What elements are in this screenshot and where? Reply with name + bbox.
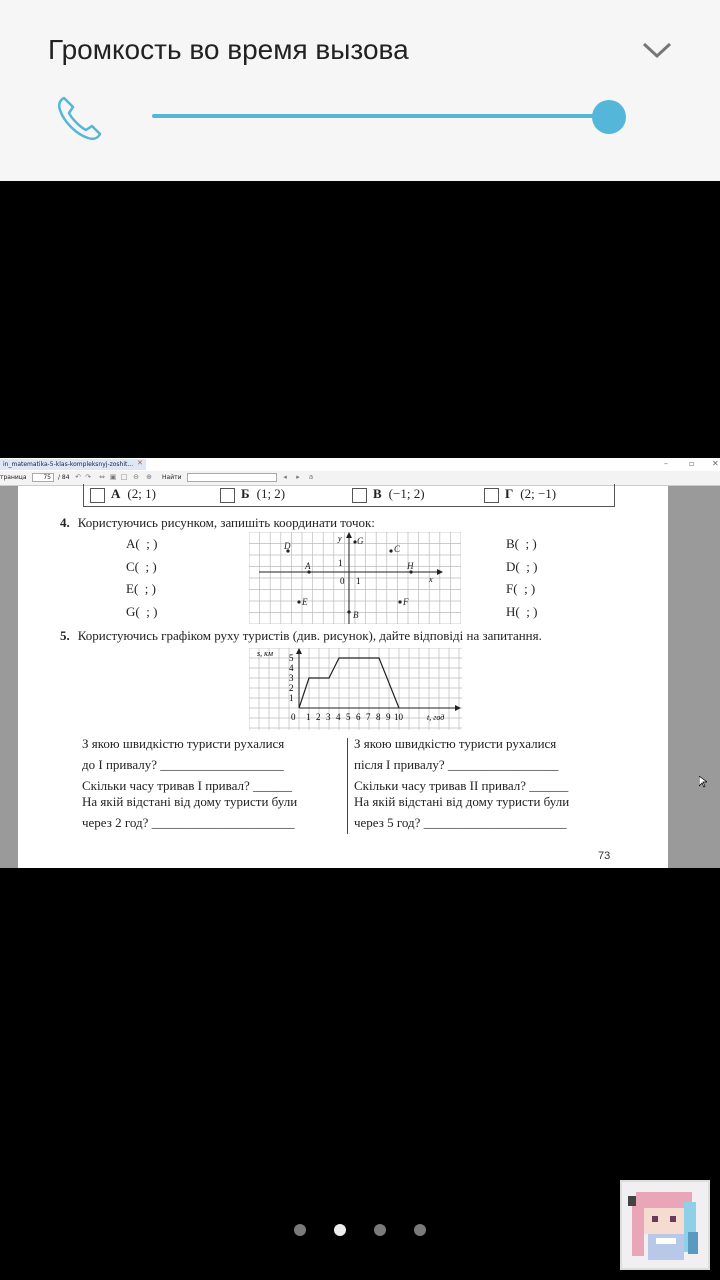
call-volume-panel xyxy=(0,0,720,181)
answer-option-a[interactable]: А (2; 1) xyxy=(90,484,156,504)
questions-divider xyxy=(347,738,348,834)
s-tick-label: 4 xyxy=(289,663,294,673)
question-right-5: через 5 год? ______________________ xyxy=(354,815,567,830)
pdf-viewer xyxy=(0,458,720,868)
close-window-icon[interactable]: ✕ xyxy=(712,459,719,468)
question-left-2: до І привалу? ___________________ xyxy=(82,757,284,772)
volume-slider-thumb[interactable] xyxy=(592,100,626,134)
point-g-answer: G( ; ) xyxy=(126,604,158,619)
page-label: траница xyxy=(0,474,27,481)
point-b xyxy=(347,610,350,613)
point-e-answer: E( ; ) xyxy=(126,581,156,596)
t-tick-label: 9 xyxy=(386,712,391,722)
question-left-5: через 2 год? ______________________ xyxy=(82,815,295,830)
pager-dot-4[interactable] xyxy=(414,1224,426,1236)
find-options-icon[interactable]: a xyxy=(308,473,314,481)
pager-dot-3[interactable] xyxy=(374,1224,386,1236)
question-right-3: Скільки часу тривав ІІ привал? ______ xyxy=(354,778,569,793)
find-input[interactable] xyxy=(187,473,277,482)
minimize-icon[interactable]: – xyxy=(664,459,668,468)
fit-page-icon[interactable]: ▣ xyxy=(109,473,117,481)
question-left-4: На якій відстані від дому туристи були xyxy=(82,794,298,809)
pager-dot-1[interactable] xyxy=(294,1224,306,1236)
undo-icon[interactable]: ↶ xyxy=(75,473,81,481)
coordinate-grid xyxy=(249,532,461,624)
document-tab[interactable]: in_matematika-5-klas-kompleksnyj-zoshit... xyxy=(0,459,146,470)
panel-title: Громкость во время вызова xyxy=(48,34,409,65)
t-tick-label: 4 xyxy=(336,712,341,722)
s-tick-label: 1 xyxy=(289,693,294,703)
task-4-heading: 4. Користуючись рисунком, запишіть координати точок: xyxy=(60,515,375,530)
actual-size-icon[interactable]: □ xyxy=(120,473,128,481)
t-tick-label: 3 xyxy=(326,712,331,722)
question-right-2: після І привалу? _________________ xyxy=(354,757,559,772)
page-margin-left xyxy=(0,486,18,868)
floating-avatar-thumbnail[interactable] xyxy=(620,1180,710,1270)
tourist-motion-graph xyxy=(249,648,462,730)
question-left-1: З якою швидкістю туристи рухалися xyxy=(82,736,285,751)
page-margin-right xyxy=(668,486,720,868)
t-tick-label: 8 xyxy=(376,712,381,722)
s-axis-ticks xyxy=(289,653,294,703)
chevron-down-icon[interactable] xyxy=(640,38,674,62)
s-tick-label: 5 xyxy=(289,653,294,663)
redo-icon[interactable]: ↷ xyxy=(85,473,91,481)
y-axis-arrow xyxy=(346,532,352,538)
label-f: F xyxy=(403,597,409,607)
document-page[interactable] xyxy=(18,486,668,868)
page-total: / 84 xyxy=(58,474,70,481)
t-tick-label: 0 xyxy=(291,712,296,722)
t-tick-label: 2 xyxy=(316,712,321,722)
answer-option-c[interactable]: В (−1; 2) xyxy=(352,484,425,504)
mouse-cursor-icon xyxy=(699,776,707,788)
answer-options-row xyxy=(83,484,615,507)
question-right-1: З якою швидкістю туристи рухалися xyxy=(354,736,557,751)
pixel-art-character-image xyxy=(622,1182,708,1268)
point-h-answer: H( ; ) xyxy=(506,604,538,619)
answer-option-b[interactable]: Б (1; 2) xyxy=(220,484,285,504)
find-previous-icon[interactable]: ◂ xyxy=(283,473,287,481)
point-d-answer: D( ; ) xyxy=(506,559,538,574)
t-axis-arrow xyxy=(455,705,461,711)
point-b-answer: B( ; ) xyxy=(506,536,537,551)
page-number: 73 xyxy=(598,850,611,862)
zoom-out-icon[interactable]: ⊖ xyxy=(133,473,139,481)
t-tick-label: 7 xyxy=(366,712,371,722)
s-axis-label: s, км xyxy=(257,649,273,658)
question-left-3: Скільки часу тривав І привал? ______ xyxy=(82,778,292,793)
t-tick-label: 5 xyxy=(346,712,351,722)
find-label: Найти xyxy=(162,474,182,481)
answer-option-d[interactable]: Г (2; −1) xyxy=(484,484,556,504)
label-d: D xyxy=(284,541,291,551)
y-unit-label: 1 xyxy=(338,558,343,568)
label-a: A xyxy=(305,561,311,571)
close-icon[interactable]: ✕ xyxy=(137,459,143,467)
pager-dot-2[interactable] xyxy=(334,1224,346,1236)
x-unit-label: 1 xyxy=(356,576,361,586)
t-tick-label: 10 xyxy=(394,712,403,722)
s-tick-label: 2 xyxy=(289,683,294,693)
t-tick-label: 1 xyxy=(306,712,311,722)
t-axis-label: t, год xyxy=(427,713,445,722)
label-g: G xyxy=(357,536,364,546)
origin-label: 0 xyxy=(340,576,345,586)
t-tick-label: 6 xyxy=(356,712,361,722)
point-a-answer: A( ; ) xyxy=(126,536,158,551)
find-next-icon[interactable]: ▸ xyxy=(296,473,300,481)
s-tick-label: 3 xyxy=(289,673,294,683)
s-axis-arrow xyxy=(296,648,302,654)
point-f-answer: F( ; ) xyxy=(506,581,536,596)
point-e xyxy=(297,600,300,603)
y-label: y xyxy=(338,534,342,543)
label-c: C xyxy=(394,544,401,554)
task-5-heading: 5. Користуючись графіком руху туристів (див. рисунок), дайте відповіді на запитання. xyxy=(60,628,542,643)
restore-icon[interactable]: ▫ xyxy=(689,459,695,468)
point-f xyxy=(398,600,401,603)
question-right-4: На якій відстані від дому туристи були xyxy=(354,794,570,809)
fit-width-icon[interactable]: ⇔ xyxy=(99,473,105,481)
label-h: H xyxy=(407,561,414,571)
point-c xyxy=(389,549,392,552)
t-axis-ticks xyxy=(291,712,404,722)
point-c-answer: C( ; ) xyxy=(126,559,157,574)
label-b: B xyxy=(353,610,359,620)
zoom-in-icon[interactable]: ⊕ xyxy=(146,473,152,481)
volume-slider-track[interactable] xyxy=(152,114,612,118)
phone-icon xyxy=(54,92,106,144)
page-number-input[interactable]: 75 xyxy=(32,473,54,482)
x-label: x xyxy=(429,575,433,584)
tab-bar xyxy=(0,458,720,471)
label-e: E xyxy=(302,597,308,607)
